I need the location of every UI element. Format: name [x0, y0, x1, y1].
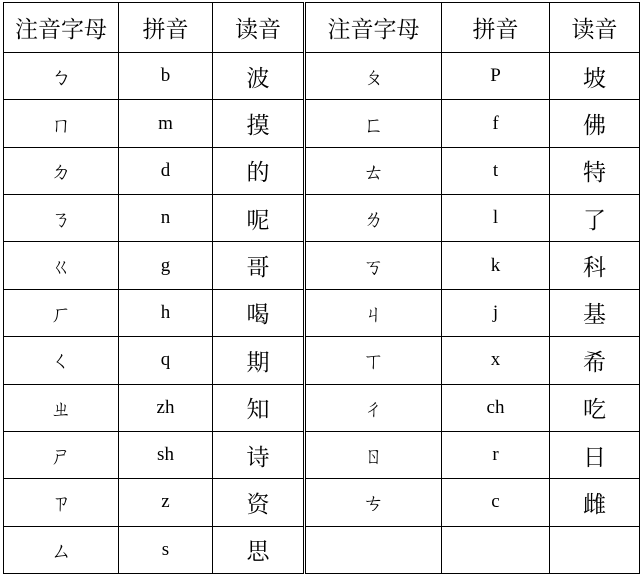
pinyin-cell-right: k: [442, 242, 550, 289]
reading-cell-left: 资: [213, 479, 305, 526]
table-row: [4, 384, 640, 431]
pinyin-cell-left: n: [119, 195, 213, 242]
pinyin-cell-right: j: [442, 289, 550, 336]
pinyin-cell-right: c: [442, 479, 550, 526]
zhuyin-cell-right: ㄔ: [305, 384, 442, 431]
table-row: [4, 337, 640, 384]
table-body: [4, 53, 640, 574]
zhuyin-cell-left: ㄑ: [4, 337, 119, 384]
zhuyin-cell-right: ㄘ: [305, 479, 442, 526]
pinyin-cell-right: x: [442, 337, 550, 384]
pinyin-cell-right: t: [442, 147, 550, 194]
table-row: [4, 195, 640, 242]
reading-cell-left: 哥: [213, 242, 305, 289]
zhuyin-cell-left: ㄕ: [4, 431, 119, 478]
reading-cell-right: 科: [550, 242, 640, 289]
table-row: [4, 289, 640, 336]
table-row: [4, 526, 640, 573]
pinyin-cell-left: sh: [119, 431, 213, 478]
reading-cell-left: 知: [213, 384, 305, 431]
pinyin-cell-left: s: [119, 526, 213, 573]
table-row: [4, 431, 640, 478]
zhuyin-cell-left: ㄇ: [4, 100, 119, 147]
zhuyin-cell-right: ㄆ: [305, 53, 442, 100]
zhuyin-cell-left: ㄅ: [4, 53, 119, 100]
reading-cell-right: 特: [550, 147, 640, 194]
pinyin-cell-left: g: [119, 242, 213, 289]
zhuyin-pinyin-table: [3, 2, 640, 574]
header-reading-left: 读音: [213, 3, 305, 53]
zhuyin-cell-left: ㄗ: [4, 479, 119, 526]
zhuyin-cell-right: ㄖ: [305, 431, 442, 478]
pinyin-cell-left: b: [119, 53, 213, 100]
reading-cell-right: 佛: [550, 100, 640, 147]
pinyin-cell-right: ch: [442, 384, 550, 431]
pinyin-cell-right: f: [442, 100, 550, 147]
reading-cell-right: 吃: [550, 384, 640, 431]
reading-cell-left: 思: [213, 526, 305, 573]
reading-cell-left: 呢: [213, 195, 305, 242]
reading-cell-right: 希: [550, 337, 640, 384]
pinyin-cell-right: P: [442, 53, 550, 100]
table-row: [4, 479, 640, 526]
table-row: [4, 53, 640, 100]
pinyin-cell-left: z: [119, 479, 213, 526]
zhuyin-cell-right: ㄊ: [305, 147, 442, 194]
header-row: [4, 3, 640, 53]
zhuyin-cell-right: ㄎ: [305, 242, 442, 289]
header-reading-right: 读音: [550, 3, 640, 53]
reading-cell-left: 期: [213, 337, 305, 384]
reading-cell-right: 了: [550, 195, 640, 242]
pinyin-cell-left: q: [119, 337, 213, 384]
pinyin-cell-left: h: [119, 289, 213, 336]
reading-cell-right: [550, 526, 640, 573]
reading-cell-left: 摸: [213, 100, 305, 147]
zhuyin-cell-right: ㄌ: [305, 195, 442, 242]
table-row: [4, 242, 640, 289]
zhuyin-cell-right: ㄈ: [305, 100, 442, 147]
table-row: [4, 147, 640, 194]
reading-cell-left: 诗: [213, 431, 305, 478]
header-zhuyin-left: 注音字母: [4, 3, 119, 53]
zhuyin-cell-left: ㄍ: [4, 242, 119, 289]
pinyin-cell-left: d: [119, 147, 213, 194]
header-zhuyin-right: 注音字母: [305, 3, 442, 53]
pinyin-cell-right: r: [442, 431, 550, 478]
zhuyin-cell-left: ㄓ: [4, 384, 119, 431]
header-pinyin-right: 拼音: [442, 3, 550, 53]
reading-cell-right: 雌: [550, 479, 640, 526]
reading-cell-right: 日: [550, 431, 640, 478]
zhuyin-cell-left: ㄙ: [4, 526, 119, 573]
reading-cell-right: 基: [550, 289, 640, 336]
zhuyin-cell-right: [305, 526, 442, 573]
pinyin-cell-left: m: [119, 100, 213, 147]
zhuyin-cell-left: ㄏ: [4, 289, 119, 336]
zhuyin-cell-right: ㄒ: [305, 337, 442, 384]
header-pinyin-left: 拼音: [119, 3, 213, 53]
pinyin-cell-left: zh: [119, 384, 213, 431]
zhuyin-cell-left: ㄉ: [4, 147, 119, 194]
reading-cell-left: 喝: [213, 289, 305, 336]
zhuyin-cell-right: ㄐ: [305, 289, 442, 336]
reading-cell-left: 波: [213, 53, 305, 100]
zhuyin-cell-left: ㄋ: [4, 195, 119, 242]
table-row: [4, 100, 640, 147]
pinyin-cell-right: [442, 526, 550, 573]
reading-cell-left: 的: [213, 147, 305, 194]
pinyin-cell-right: l: [442, 195, 550, 242]
reading-cell-right: 坡: [550, 53, 640, 100]
